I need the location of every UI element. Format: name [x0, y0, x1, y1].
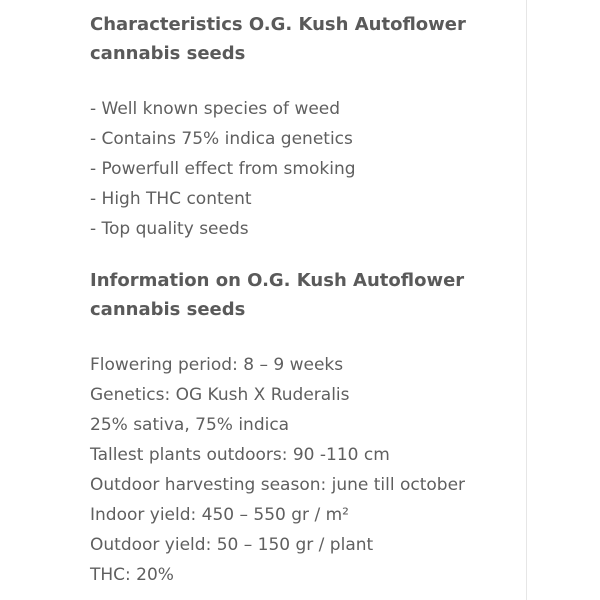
- info-item: Genetics: OG Kush X Ruderalis: [90, 385, 350, 405]
- info-item: Flowering period: 8 – 9 weeks: [90, 355, 344, 375]
- info-item: Tallest plants outdoors: 90 -110 cm: [90, 445, 390, 465]
- section-spacer: [90, 244, 510, 266]
- information-heading: Information on O.G. Kush Autoflower cannabis seeds: [90, 270, 465, 320]
- list-item: - High THC content: [90, 189, 252, 209]
- info-item: THC: 20%: [90, 565, 174, 585]
- info-item: Outdoor yield: 50 – 150 gr / plant: [90, 535, 374, 555]
- info-item: Outdoor harvesting season: june till october: [90, 475, 466, 495]
- list-item: - Contains 75% indica genetics: [90, 129, 353, 149]
- information-list: [90, 350, 510, 590]
- list-item: - Top quality seeds: [90, 219, 249, 239]
- info-item: Indoor yield: 450 – 550 gr / m²: [90, 505, 349, 525]
- product-description: [90, 0, 510, 590]
- characteristics-list: [90, 94, 510, 244]
- vertical-divider: [526, 0, 527, 600]
- list-item: - Well known species of weed: [90, 99, 341, 119]
- list-item: - Powerfull effect from smoking: [90, 159, 356, 179]
- characteristics-heading: Characteristics O.G. Kush Autoflower cannabis seeds: [90, 14, 466, 64]
- info-item: 25% sativa, 75% indica: [90, 415, 290, 435]
